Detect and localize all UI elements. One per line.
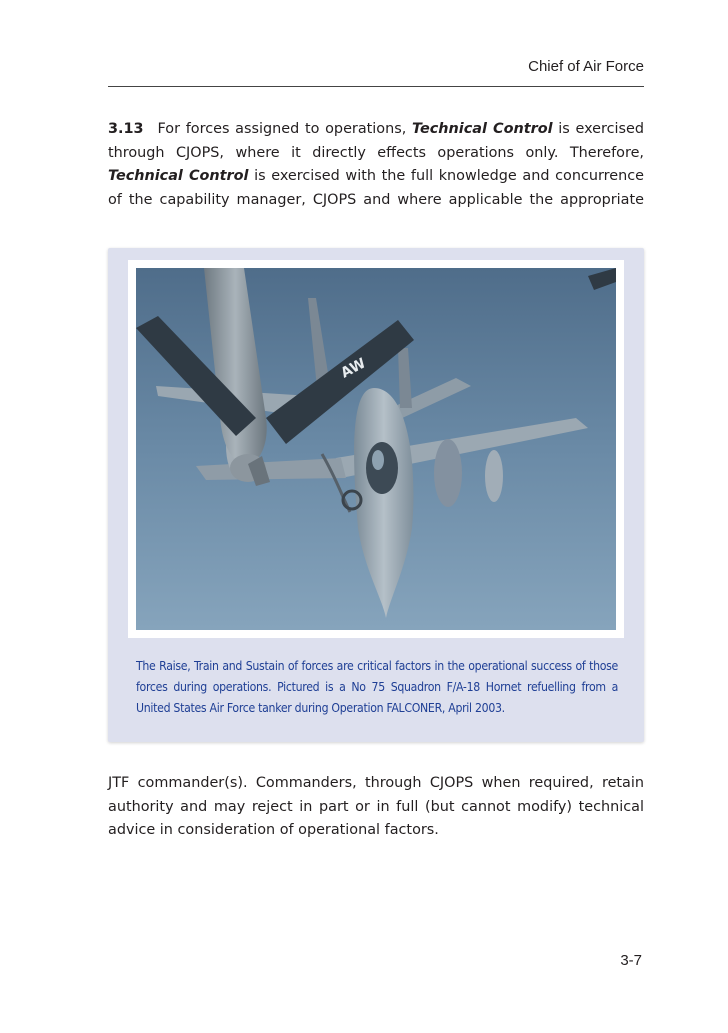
figure-panel (108, 248, 644, 742)
paragraph-3-13 (108, 118, 644, 212)
emphasis-technical-control: Technical Control (412, 121, 553, 137)
header-divider (108, 86, 644, 87)
figure-caption: The Raise, Train and Sustain of forces are critical factors in the operational success of those forces during operations. Pictured is a No 75 Squadron F/A-18 Hornet refuelling from a United States Air Force tanker during Operation FALCONER, April 2003. (136, 659, 618, 715)
svg-text:AW: AW (338, 355, 369, 382)
emphasis-technical-control: Technical Control (108, 168, 249, 184)
paragraph-continuation: JTF commander(s). Commanders, through CJOPS when required, retain authority and may reject in part or in full (but cannot modify) technical advice in consideration of operational factors. (108, 775, 644, 838)
running-header: Chief of Air Force (528, 58, 644, 75)
paragraph-text-3: is exercised with the full knowledge and concurrence of the capability manager, CJOPS and where applicable the appropriate (108, 168, 644, 208)
paragraph-text-2: is exercised through CJOPS, where it directly effects operations only. Therefore, (108, 121, 645, 161)
refuelling-photo (136, 268, 616, 630)
paragraph-text-1: For forces assigned to operations, (157, 121, 407, 137)
page-number: 3-7 (620, 952, 642, 969)
paragraph-number: 3.13 (108, 121, 144, 137)
photo-frame (128, 260, 624, 638)
